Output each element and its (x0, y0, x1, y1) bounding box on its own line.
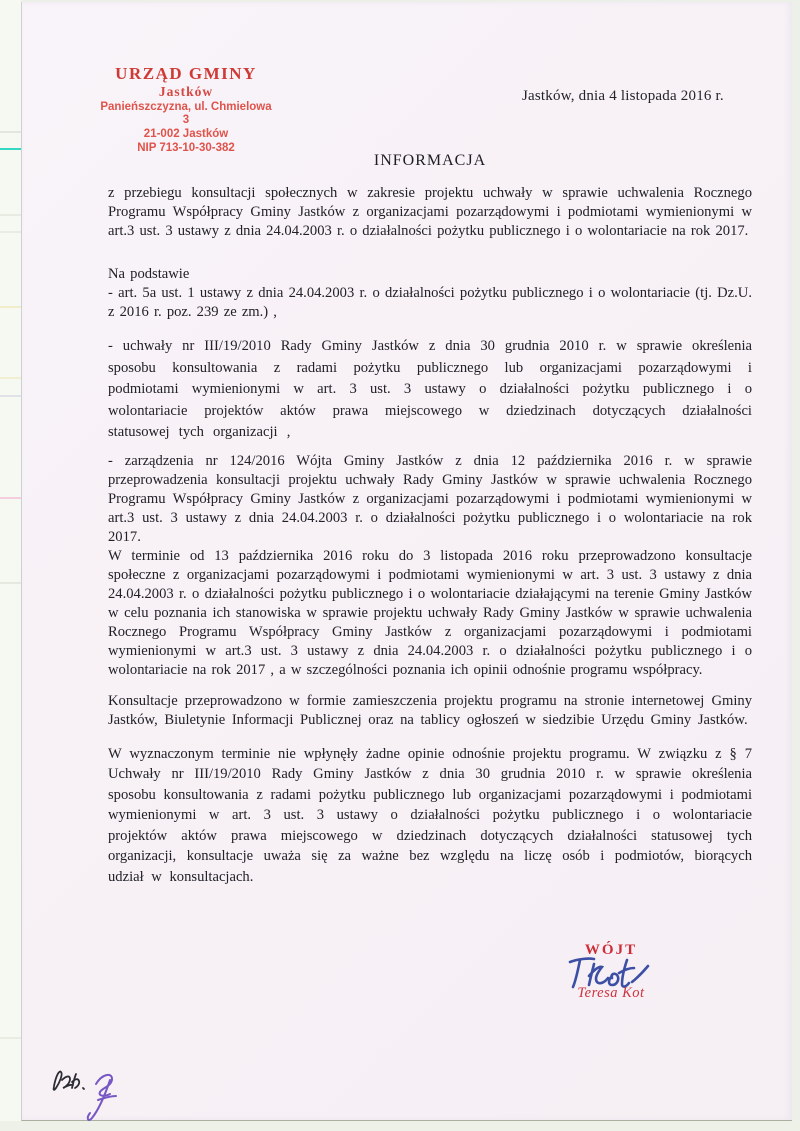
scan-artifact-line (0, 395, 21, 397)
legal-basis-art5a: - art. 5a ust. 1 ustawy z dnia 24.04.2003 r. o działalności pożytku publicznego i o wolontariacie (tj. Dz.U. z 2016 r. poz. 239 ze zm.) , (108, 285, 752, 320)
signature-role: WÓJT (584, 942, 638, 958)
date-line: Jastków, dnia 4 listopada 2016 r. (522, 88, 724, 104)
document-body (108, 152, 752, 887)
scan-artifact-line (0, 1037, 21, 1039)
signature-name: Teresa Kot (577, 985, 645, 1001)
paragraph-validity: W wyznaczonym terminie nie wpłynęły żadne opinie odnośnie projektu programu. W związku z § 7 Uchwały nr III/19/2010 Rady Gminy Jastków z dnia 30 grudnia 2010 r. w sprawie określenia sposobu konsultowania z radami pożytku publicznego lub organizacjami pozarządowymi i podmiotami wymienionymi w art. 3 ust. 3 ustawy o działalności pożytku publicznego i o wolontariacie projektów aktów prawa miejscowego w dziedzinach dotyczących działalności statusowej tych organizacji, konsultacje uważa się za ważne bez względu na liczę osób i podmiotów, biorących udział w konsultacjach. (108, 745, 752, 885)
scan-artifact-line (0, 582, 21, 584)
document-page (21, 2, 792, 1121)
scan-artifact-line (0, 131, 21, 133)
scanner-margin-strip (0, 0, 21, 1131)
stamp-nip: NIP 713-10-30-382 (137, 142, 235, 154)
scan-artifact-line (0, 306, 21, 308)
document-title: INFORMACJA (373, 152, 487, 169)
legal-basis-ordinance: - zarządzenia nr 124/2016 Wójta Gminy Jastków z dnia 12 października 2016 r. w sprawie przeprowadzenia konsultacji projektu uchwały Rady Gminy Jastków w sprawie uchwalenia Rocznego Programu Współpracy Gminy Jastków z organizacjami pozarządowymi i podmiotami wymienionymi w art.3 ust. 3 ustawy z dnia 24.04.2003 r. o działalności pożytku publicznego i o wolontariacie na rok 2017. (108, 452, 752, 545)
stamp-office-name: URZĄD GMINY (115, 64, 257, 83)
scan-artifact-line (0, 377, 21, 379)
legal-basis-label: Na podstawie (108, 266, 190, 282)
office-stamp (96, 64, 276, 155)
scan-artifact-line (0, 231, 21, 233)
stamp-postal-code: 21-002 Jastków (143, 128, 229, 140)
legal-basis-resolution: - uchwały nr III/19/2010 Rady Gminy Jastków z dnia 30 grudnia 2010 r. w sprawie określenia sposobu konsultowania z radami pożytku publicznego lub organizacjami pozarządowymi i podmiotami wymienionymi w art. 3 ust. 3 ustawy o działalności pożytku publicznego i o wolontariacie projektów aktów prawa miejscowego w dziedzinach dotyczących działalności statusowej tych organizacji , (108, 338, 752, 440)
stamp-town: Jastków (158, 84, 214, 99)
scan-artifact-line (0, 497, 21, 499)
paragraph-intro: z przebiegu konsultacji społecznych w zakresie projektu uchwały w sprawie uchwalenia Rocznego Programu Współpracy Gminy Jastków z organizacjami pozarządowymi i podmiotami wymienionymi w art.3 ust. 3 ustawy z dnia 24.04.2003 r. o działalności pożytku publicznego i o wolontariacie na rok 2017. (108, 185, 752, 239)
paragraph-consultation-form: Konsultacje przeprowadzono w formie zamieszczenia projektu programu na stronie internetowej Gminy Jastków, Biuletynie Informacji Publicznej oraz na tablicy ogłoszeń w siedzibie Urzędu Gminy Jastków. (108, 692, 752, 728)
signature-block (546, 942, 676, 1012)
scan-artifact-cyan-line (0, 148, 21, 150)
scan-artifact-line (0, 214, 21, 216)
stamp-address: Panieńszczyzna, ul. Chmielowa 3 (100, 101, 272, 126)
paragraph-consultation-term: W terminie od 13 października 2016 roku do 3 listopada 2016 roku przeprowadzono konsultacje społeczne z organizacjami pozarządowymi i podmiotami wymienionymi w art. 3 ust. 3 ustawy z dnia 24.04.2003 r. o działalności pożytku publicznego i o wolontariacie działającymi na terenie Gminy Jastków w celu poznania ich stanowiska w sprawie projektu uchwały Rady Gminy Jastków w sprawie uchwalenia Rocznego Programu Współpracy Gminy Jastków z organizacjami pozarządowymi i podmiotami wymienionymi w art.3 ust. 3 ustawy z dnia 24.04.2003 r. o działalności pożytku publicznego i o wolontariacie na rok 2017 , a w szczególności poznania ich opinii odnośnie programu współpracy. (108, 547, 752, 678)
handwritten-initials-icon (28, 1060, 138, 1128)
